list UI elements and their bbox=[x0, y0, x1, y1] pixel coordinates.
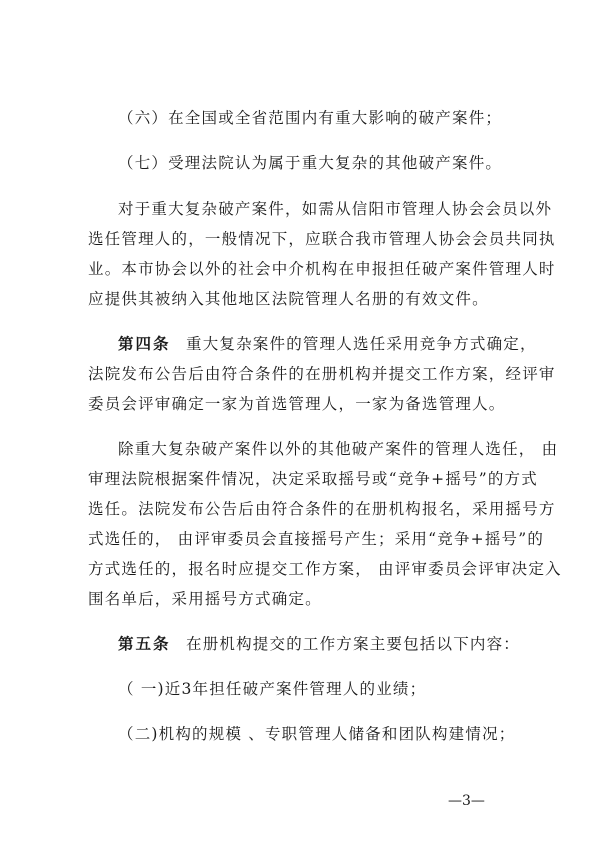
paragraph-2-line-1: 除重大复杂破产案件以外的其他破产案件的管理人选任， 由 bbox=[118, 440, 559, 458]
item-one: （ 一)近3年担任破产案件管理人的业绩； bbox=[118, 680, 427, 698]
article-4-line-1: 重大复杂案件的管理人选任采用竞争方式确定， bbox=[186, 335, 537, 353]
paragraph-1-line-4: 应提供其被纳入其他地区法院管理人名册的有效文件。 bbox=[88, 290, 489, 308]
paragraph-2-line-4: 式选任的， 由评审委员会直接摇号产生；采用“竞争+摇号”的 bbox=[88, 530, 545, 548]
item-two: （二)机构的规模 、专职管理人储备和团队构建情况； bbox=[118, 725, 516, 743]
article-4-line-3: 委员会评审确定一家为首选管理人，一家为备选管理人。 bbox=[88, 395, 506, 413]
paragraph-2-line-2: 审理法院根据案件情况，决定采取摇号或“竞争+摇号”的方式 bbox=[88, 470, 538, 488]
item-seven: （七）受理法院认为属于重大复杂的其他破产案件。 bbox=[118, 154, 503, 172]
page-number: —3— bbox=[448, 793, 485, 809]
article-4-heading: 第四条 bbox=[118, 334, 171, 353]
article-5-heading: 第五条 bbox=[118, 634, 171, 653]
paragraph-1-line-1: 对于重大复杂破产案件，如需从信阳市管理人协会会员以外 bbox=[118, 200, 553, 218]
article-4-line-2: 法院发布公告后由符合条件的在册机构并提交工作方案，经评审 bbox=[88, 365, 556, 383]
article-5-text: 在册机构提交的工作方案主要包括以下内容： bbox=[186, 635, 521, 653]
item-six: （六）在全国或全省范围内有重大影响的破产案件； bbox=[118, 109, 503, 127]
paragraph-2-line-3: 选任。法院发布公告后由符合条件的在册机构报名，采用摇号方 bbox=[88, 500, 556, 518]
paragraph-2-line-5: 方式选任的，报名时应提交工作方案， 由评审委员会评审决定入 bbox=[88, 560, 562, 578]
paragraph-2-line-6: 围名单后，采用摇号方式确定。 bbox=[88, 590, 322, 608]
paragraph-1-line-2: 选任管理人的，一般情况下，应联合我市管理人协会会员共同执 bbox=[88, 230, 556, 248]
paragraph-1-line-3: 业。本市协会以外的社会中介机构在申报担任破产案件管理人时 bbox=[88, 260, 556, 278]
